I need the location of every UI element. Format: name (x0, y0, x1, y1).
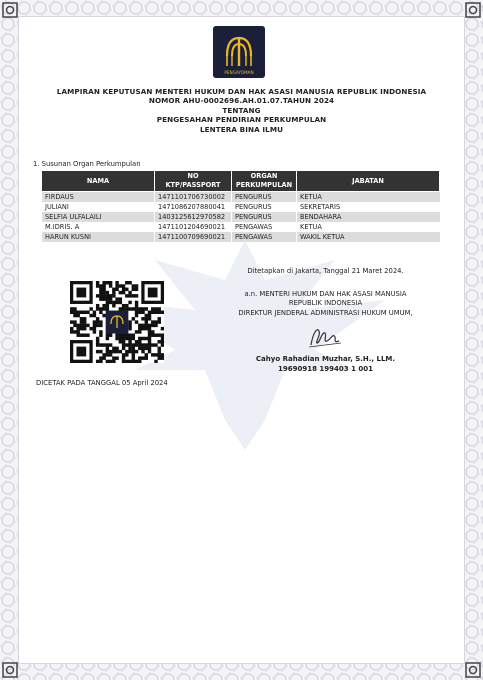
table-row (42, 232, 440, 242)
cell-ktp: 1471101706730002 (155, 192, 232, 203)
cell-nama: HARUN KUSNI (42, 232, 155, 242)
header-ktp-line2: KTP/PASSPORT (165, 181, 221, 189)
corner-ornament-icon (2, 2, 18, 18)
cell-organ: PENGURUS (232, 192, 297, 203)
qr-code (70, 281, 164, 363)
cell-jabatan: SEKRETARIS (297, 202, 440, 212)
header-organ (232, 171, 297, 192)
header-organ-line1: ORGAN (250, 172, 278, 180)
cell-jabatan: KETUA (297, 222, 440, 232)
corner-ornament-icon (2, 662, 18, 678)
cell-jabatan: BENDAHARA (297, 212, 440, 222)
cell-nama: JULIANI (42, 202, 155, 212)
section-title: 1. Susunan Organ Perkumpulan (33, 160, 141, 168)
header-organ-line2: PERKUMPULAN (235, 181, 293, 189)
signer-name: Cahyo Rahadian Muzhar, S.H., LLM. (255, 355, 396, 363)
cell-ktp: 1471086207880041 (155, 202, 232, 212)
signer-nip: 19690918 199403 1 001 (278, 364, 373, 373)
authority-line-3: DIREKTUR JENDERAL ADMINISTRASI HUKUM UMUM, (238, 308, 413, 317)
pengayoman-emblem-icon (213, 26, 265, 78)
corner-ornament-icon (465, 662, 481, 678)
corner-ornament-icon (465, 2, 481, 18)
cell-organ: PENGAWAS (232, 232, 297, 242)
cell-ktp: 1471100709690021 (155, 232, 232, 242)
ditetapkan-text: Ditetapkan di Jakarta, Tanggal 21 Maret 2024. (247, 267, 404, 275)
heading-line-2: NOMOR AHU-0002696.AH.01.07.TAHUN 2024 (148, 96, 335, 106)
document-heading (0, 87, 483, 134)
table-header-row (42, 171, 440, 192)
signature-icon (303, 321, 347, 351)
heading-line-3: TENTANG (222, 105, 261, 115)
print-date: DICETAK PADA TANGGAL 05 April 2024 (36, 379, 168, 387)
cell-organ: PENGURUS (232, 212, 297, 222)
cell-nama: M.IDRIS. A (42, 222, 155, 232)
heading-line-4: PENGESAHAN PENDIRIAN PERKUMPULAN (156, 115, 327, 125)
table-row (42, 192, 440, 203)
cell-organ: PENGURUS (232, 202, 297, 212)
cell-organ: PENGAWAS (232, 222, 297, 232)
cell-nama: SELFIA ULFALAILI (42, 212, 155, 222)
cell-ktp: 1403125612970582 (155, 212, 232, 222)
heading-line-1: LAMPIRAN KEPUTUSAN MENTERI HUKUM DAN HAK ASASI MANUSIA REPUBLIK INDONESIA (56, 87, 427, 96)
cell-jabatan: WAKIL KETUA (297, 232, 440, 242)
signer-block (228, 355, 423, 374)
authority-block (228, 290, 423, 318)
header-ktp-line1: NO (187, 172, 199, 180)
cell-nama: FIRDAUS (42, 192, 155, 203)
organ-table (41, 170, 440, 242)
heading-line-5: LENTERA BINA ILMU (199, 124, 284, 134)
emblem-caption: PENGAYOMAN (224, 70, 254, 75)
table-row (42, 212, 440, 222)
cell-ktp: 1471101204690021 (155, 222, 232, 232)
header-ktp (155, 171, 232, 192)
header-jabatan: JABATAN (297, 171, 440, 192)
header-nama: NAMA (42, 171, 155, 192)
cell-jabatan: KETUA (297, 192, 440, 203)
authority-line-2: REPUBLIK INDONESIA (288, 299, 363, 308)
authority-line-1: a.n. MENTERI HUKUM DAN HAK ASASI MANUSIA (244, 290, 407, 298)
table-row (42, 222, 440, 232)
table-row (42, 202, 440, 212)
